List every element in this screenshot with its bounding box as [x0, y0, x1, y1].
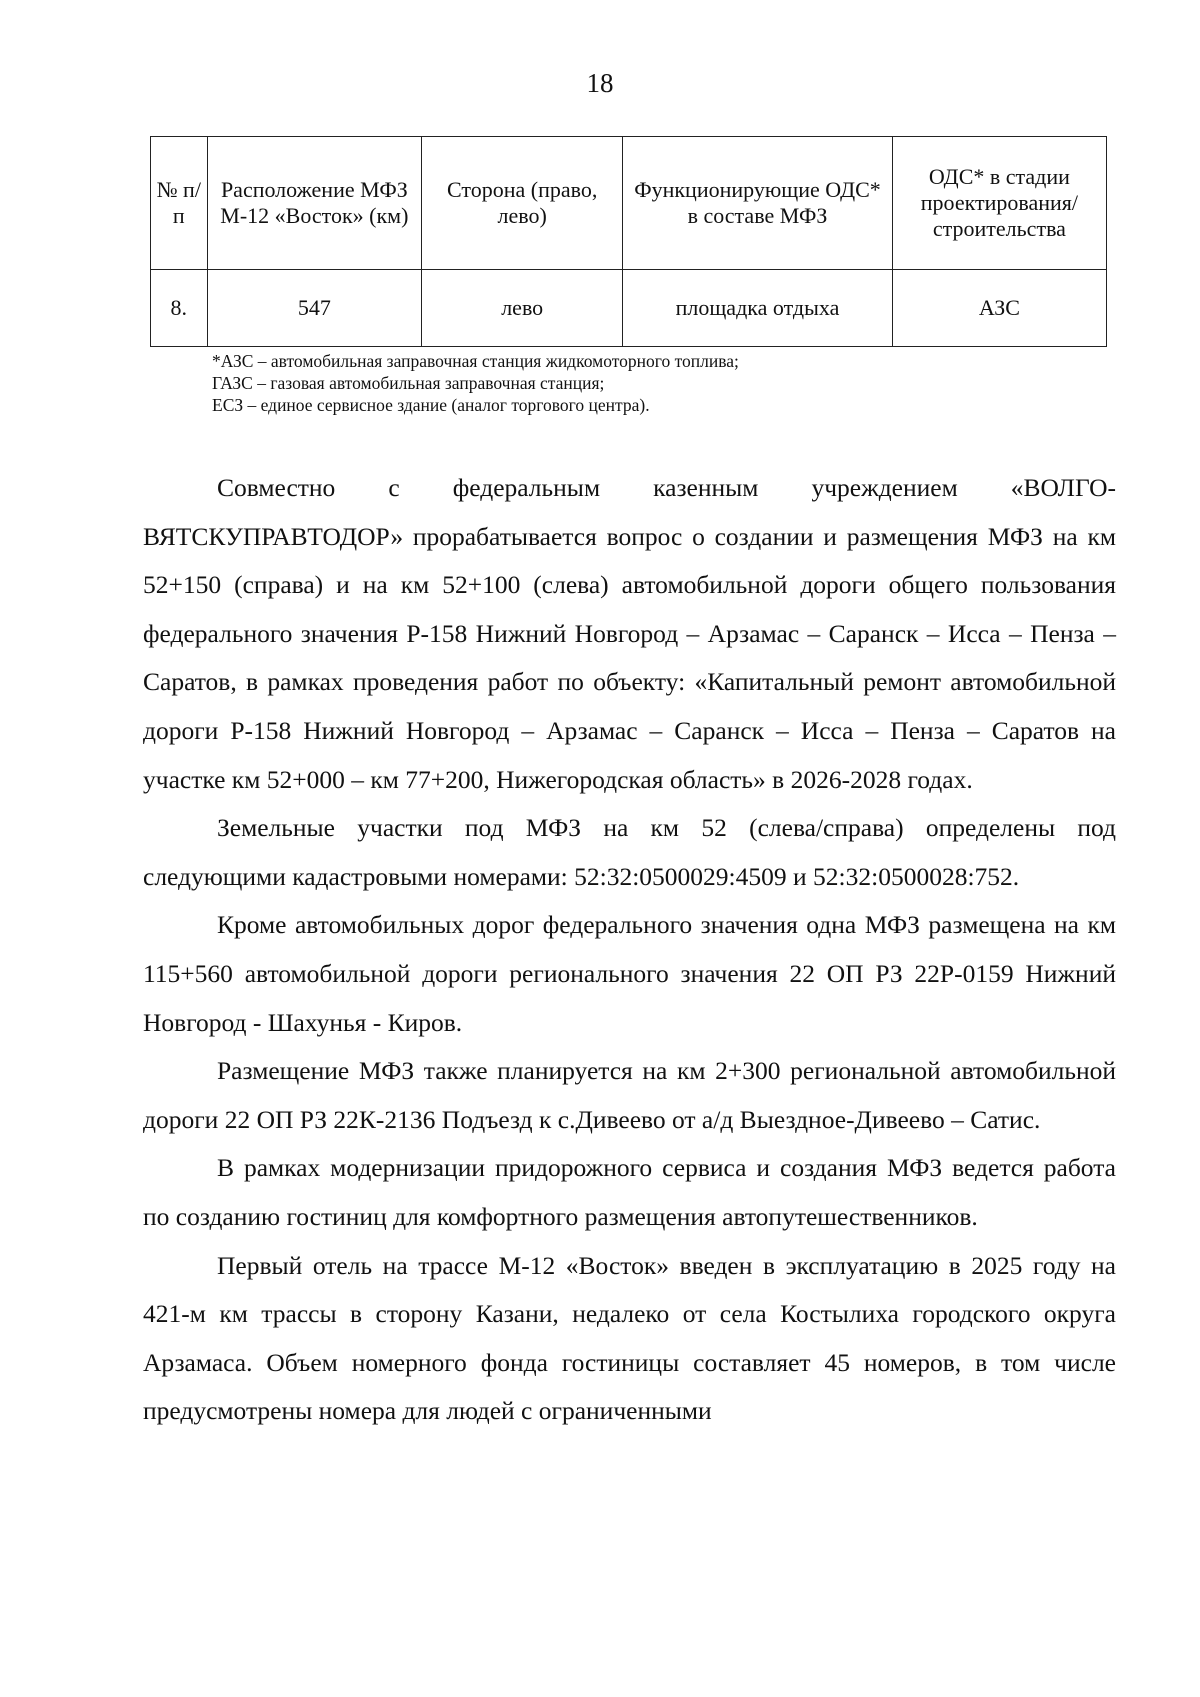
table-row — [151, 270, 1107, 347]
table-header-row — [151, 137, 1107, 270]
footnote: *АЗС – автомобильная заправочная станция жидкомоторного топлива; — [212, 351, 739, 371]
header-functioning-ods: Функционирующие ОДС* в составе МФЗ — [623, 137, 893, 270]
paragraph: Первый отель на трассе М-12 «Восток» введен в эксплуатацию в 2025 году на 421-м км трассы в сторону Казани, недалеко от села Костылиха городского округа Арзамаса. Объем номерного фонда гостиницы составляет 45 номеров, в том числе предусмотрены номера для людей с ограниченными — [143, 1250, 1116, 1426]
table-footnotes — [212, 350, 739, 416]
cell-number: 8. — [151, 270, 208, 347]
cell-functioning-ods: площадка отдыха — [623, 270, 893, 347]
paragraph: Земельные участки под МФЗ на км 52 (слева/справа) определены под следующими кадастровыми номерами: 52:32:0500029:4509 и 52:32:0500028:752. — [143, 813, 1116, 891]
paragraph: Размещение МФЗ также планируется на км 2+300 региональной автомобильной дороги 22 ОП РЗ 22К-2136 Подъезд к с.Дивеево от а/д Выездное-Дивеево – Сатис. — [143, 1056, 1116, 1134]
cell-side: лево — [422, 270, 623, 347]
footnote: ЕСЗ – единое сервисное здание (аналог торгового центра). — [212, 395, 650, 415]
paragraph: В рамках модернизации придорожного сервиса и создания МФЗ ведется работа по созданию гостиниц для комфортного размещения автопутешественников. — [143, 1153, 1116, 1231]
paragraph: Совместно с федеральным казенным учреждением «ВОЛГО-ВЯТСКУПРАВТОДОР» прорабатывается вопрос о создании и размещения МФЗ на км 52+150 (справа) и на км 52+100 (слева) автомобильной дороги общего пользования федерального значения Р-158 Нижний Новгород – Арзамас – Саранск – Исса – Пенза – Саратов, в рамках проведения работ по объекту: «Капитальный ремонт автомобильной дороги Р-158 Нижний Новгород – Арзамас – Саранск – Исса – Пенза – Саратов на участке км 52+000 – км 77+200, Нижегородская область» в 2026-2028 годах. — [143, 473, 1116, 794]
footnote: ГАЗС – газовая автомобильная заправочная станция; — [212, 373, 605, 393]
header-location: Расположение МФЗ М-12 «Восток» (км) — [207, 137, 422, 270]
body-text — [143, 464, 1116, 1436]
cell-planned-ods: АЗС — [892, 270, 1106, 347]
page-number: 18 — [586, 68, 614, 98]
header-number: № п/п — [151, 137, 208, 270]
header-side: Сторона (право, лево) — [422, 137, 623, 270]
header-planned-ods: ОДС* в стадии проектирования/ строительства — [892, 137, 1106, 270]
paragraph: Кроме автомобильных дорог федерального значения одна МФЗ размещена на км 115+560 автомобильной дороги регионального значения 22 ОП РЗ 22Р-0159 Нижний Новгород - Шахунья - Киров. — [143, 910, 1116, 1037]
mfz-table — [150, 136, 1107, 347]
cell-location: 547 — [207, 270, 422, 347]
